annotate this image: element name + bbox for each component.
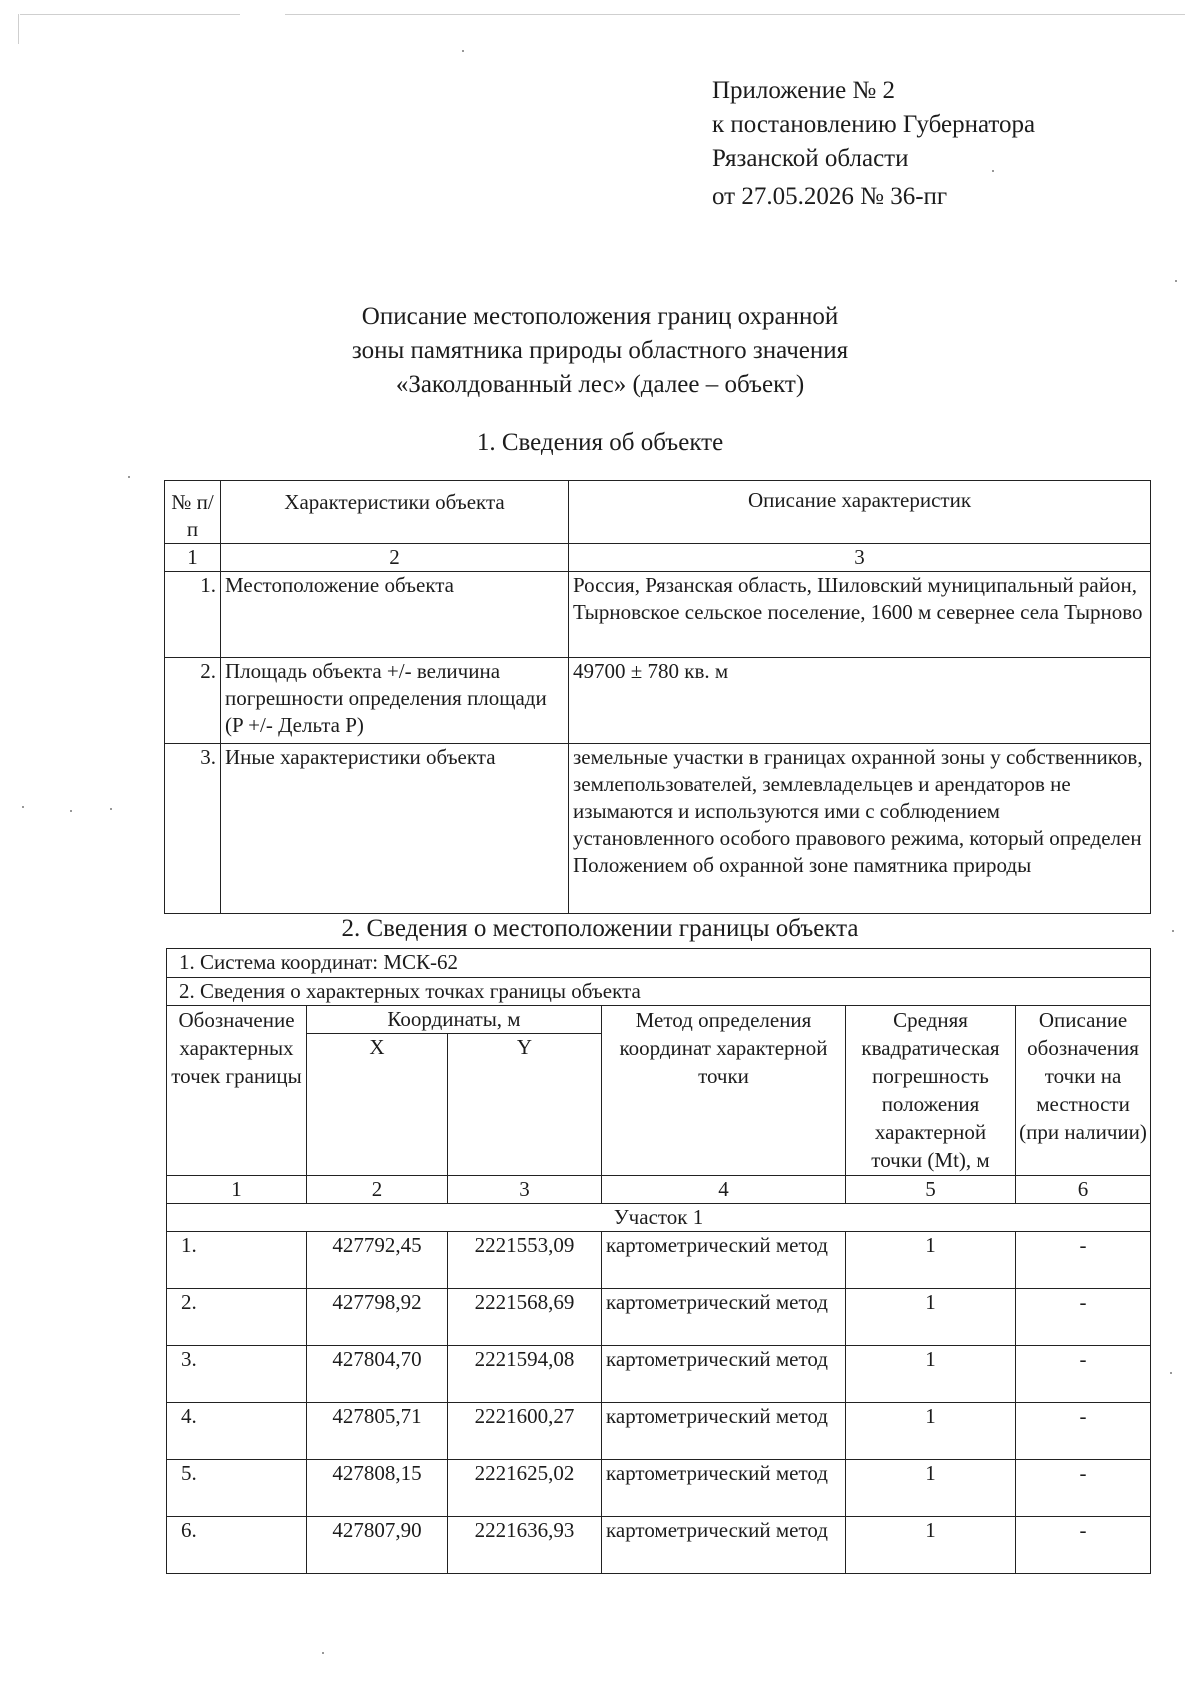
point-marker: - xyxy=(1016,1289,1151,1346)
point-error: 1 xyxy=(846,1460,1016,1517)
point-y: 2221636,93 xyxy=(448,1517,602,1574)
point-y: 2221553,09 xyxy=(448,1232,602,1289)
point-y: 2221594,08 xyxy=(448,1346,602,1403)
header-y: Y xyxy=(448,1034,602,1176)
header-characteristics: Характеристики объекта xyxy=(221,481,569,544)
point-error: 1 xyxy=(846,1346,1016,1403)
point-error: 1 xyxy=(846,1403,1016,1460)
scan-speck xyxy=(322,1652,324,1654)
header-number: № п/п xyxy=(165,481,221,544)
table-row xyxy=(167,1460,1151,1517)
point-number: 3. xyxy=(167,1346,307,1403)
table-row xyxy=(167,1289,1151,1346)
scan-speck xyxy=(1175,280,1177,282)
header-coordinates: Координаты, м xyxy=(307,1006,602,1034)
point-marker: - xyxy=(1016,1460,1151,1517)
point-number: 4. xyxy=(167,1403,307,1460)
coord-system-row xyxy=(167,949,1151,978)
point-method: картометрический метод xyxy=(602,1232,846,1289)
column-number: 6 xyxy=(1016,1176,1151,1204)
header-point: Обозначение характерных точек границы xyxy=(167,1006,307,1176)
point-error: 1 xyxy=(846,1232,1016,1289)
row-description: Россия, Рязанская область, Шиловский муниципальный район, Тырновское сельское поселение, 1600 м севернее села Тырново xyxy=(569,572,1151,658)
point-marker: - xyxy=(1016,1403,1151,1460)
point-number: 6. xyxy=(167,1517,307,1574)
scan-speck xyxy=(128,476,130,478)
point-number: 2. xyxy=(167,1289,307,1346)
annex-line-2: к постановлению Губернатора xyxy=(712,111,1036,138)
coord-system: 1. Система координат: МСК-62 xyxy=(167,949,1151,978)
title-line-1: Описание местоположения границ охранной xyxy=(361,303,839,330)
header-x: X xyxy=(307,1034,448,1176)
point-x: 427804,70 xyxy=(307,1346,448,1403)
column-number: 3 xyxy=(569,544,1151,572)
points-title-row xyxy=(167,978,1151,1006)
point-x: 427805,71 xyxy=(307,1403,448,1460)
point-x: 427808,15 xyxy=(307,1460,448,1517)
scan-edge-line xyxy=(18,14,19,44)
annex-header xyxy=(712,74,1035,214)
table-row xyxy=(165,744,1151,914)
column-number: 1 xyxy=(167,1176,307,1204)
points-title: 2. Сведения о характерных точках границы объекта xyxy=(167,978,1151,1006)
table-row xyxy=(165,658,1151,744)
row-name: Иные характеристики объекта xyxy=(221,744,569,914)
document-title xyxy=(0,300,1200,402)
column-number: 5 xyxy=(846,1176,1016,1204)
row-name: Площадь объекта +/- величина погрешности определения площади (P +/- Дельта P) xyxy=(221,658,569,744)
table-header-row xyxy=(167,1006,1151,1034)
point-method: картометрический метод xyxy=(602,1460,846,1517)
scan-edge-line xyxy=(285,14,1185,15)
annex-line-1: Приложение № 2 xyxy=(712,77,896,104)
table-row xyxy=(167,1346,1151,1403)
point-method: картометрический метод xyxy=(602,1403,846,1460)
row-description: 49700 ± 780 кв. м xyxy=(569,658,1151,744)
column-number-row xyxy=(167,1176,1151,1204)
column-number: 4 xyxy=(602,1176,846,1204)
annex-line-4: от 27.05.2026 № 36-пг xyxy=(712,183,948,210)
column-number: 1 xyxy=(165,544,221,572)
point-method: картометрический метод xyxy=(602,1346,846,1403)
row-description: земельные участки в границах охранной зоны у собственников, землепользователей, землевладельцев и арендаторов не изымаются и используются ими с соблюдением установленного особого правового режима, который определен Положением об охранной зоне памятника природы xyxy=(569,744,1151,914)
column-number: 2 xyxy=(221,544,569,572)
point-marker: - xyxy=(1016,1232,1151,1289)
scan-speck xyxy=(1170,1372,1172,1374)
point-marker: - xyxy=(1016,1517,1151,1574)
boundary-points-table xyxy=(166,948,1151,1574)
point-x: 427792,45 xyxy=(307,1232,448,1289)
scan-speck xyxy=(22,806,24,808)
point-x: 427798,92 xyxy=(307,1289,448,1346)
point-method: картометрический метод xyxy=(602,1289,846,1346)
scan-speck xyxy=(462,50,464,52)
point-y: 2221625,02 xyxy=(448,1460,602,1517)
point-y: 2221600,27 xyxy=(448,1403,602,1460)
table-header-row xyxy=(165,481,1151,544)
section-1-heading: 1. Сведения об объекте xyxy=(476,429,724,456)
header-error: Средняя квадратическая погрешность положения характерной точки (Mt), м xyxy=(846,1006,1016,1176)
plot-label: Участок 1 xyxy=(167,1204,1151,1232)
title-line-2: зоны памятника природы областного значения xyxy=(351,337,849,364)
column-number-row xyxy=(165,544,1151,572)
point-x: 427807,90 xyxy=(307,1517,448,1574)
point-method: картометрический метод xyxy=(602,1517,846,1574)
annex-line-3: Рязанской области xyxy=(712,145,909,172)
point-error: 1 xyxy=(846,1289,1016,1346)
table-row xyxy=(165,572,1151,658)
point-number: 5. xyxy=(167,1460,307,1517)
row-number: 3. xyxy=(165,744,221,914)
point-marker: - xyxy=(1016,1346,1151,1403)
scan-edge-line xyxy=(20,14,240,15)
header-description: Описание характеристик xyxy=(569,481,1151,544)
scan-speck xyxy=(110,808,112,810)
object-info-table xyxy=(164,480,1151,914)
table-row xyxy=(167,1232,1151,1289)
row-name: Местоположение объекта xyxy=(221,572,569,658)
title-line-3: «Заколдованный лес» (далее – объект) xyxy=(395,371,805,398)
header-marker: Описание обозначения точки на местности (при наличии) xyxy=(1016,1006,1151,1176)
point-y: 2221568,69 xyxy=(448,1289,602,1346)
column-number: 2 xyxy=(307,1176,448,1204)
header-method: Метод определения координат характерной точки xyxy=(602,1006,846,1176)
point-number: 1. xyxy=(167,1232,307,1289)
row-number: 1. xyxy=(165,572,221,658)
table-row xyxy=(167,1403,1151,1460)
column-number: 3 xyxy=(448,1176,602,1204)
section-2-heading: 2. Сведения о местоположении границы объекта xyxy=(341,915,859,942)
table-row xyxy=(167,1517,1151,1574)
point-error: 1 xyxy=(846,1517,1016,1574)
plot-label-row xyxy=(167,1204,1151,1232)
row-number: 2. xyxy=(165,658,221,744)
scan-speck xyxy=(70,810,72,812)
